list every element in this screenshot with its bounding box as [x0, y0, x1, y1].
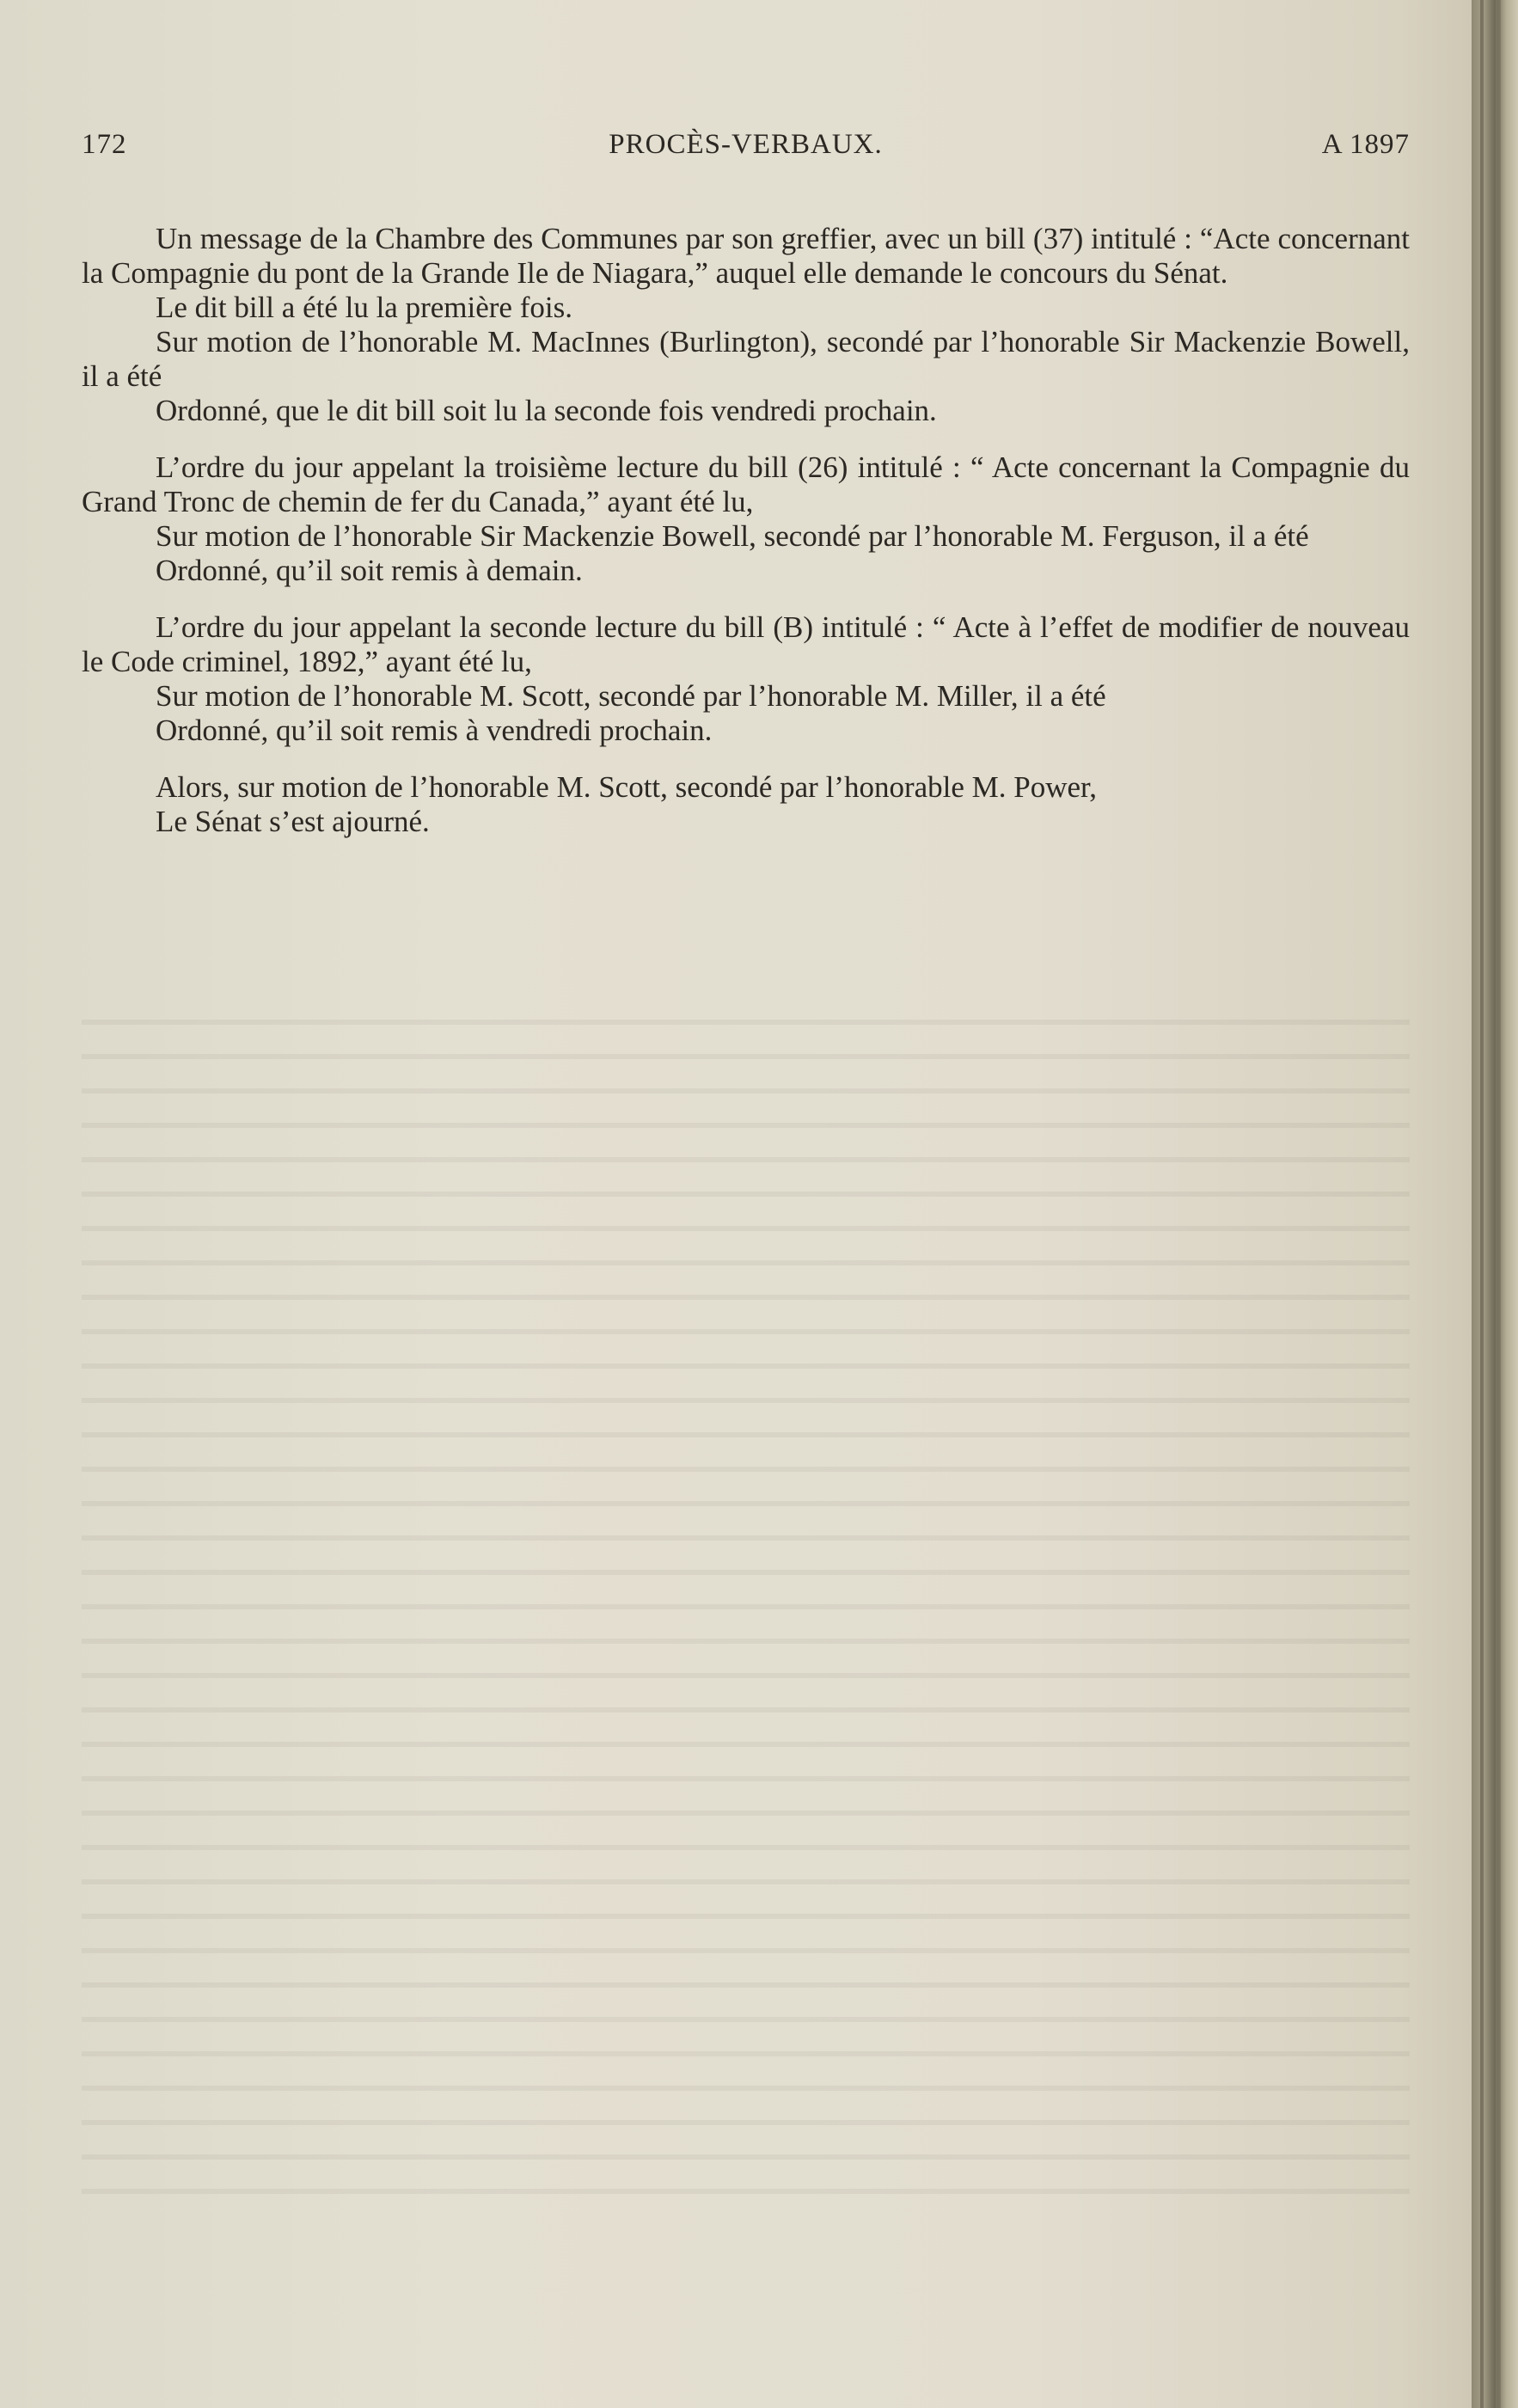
binding-edge — [1480, 0, 1484, 2408]
text-line: Le dit bill a été lu la première fois. — [156, 291, 572, 324]
text-line: Ordonné, qu’il soit remis à vendredi prochain. — [156, 714, 713, 747]
paragraph — [82, 450, 1410, 588]
paragraph — [82, 222, 1410, 428]
text-line: Le Sénat s’est ajourné. — [156, 805, 430, 838]
binding-edge — [1497, 0, 1501, 2408]
text-line: Sur motion de l’honorable Sir Mackenzie Bowell, secondé par l’honorable M. Ferguson, il a été — [156, 519, 1309, 553]
paragraph — [82, 610, 1410, 748]
paragraph — [82, 770, 1410, 839]
page-number: 172 — [82, 129, 127, 160]
text-line: Sur motion de l’honorable M. Scott, secondé par l’honorable M. Miller, il a été — [156, 679, 1106, 713]
year-label: A 1897 — [1321, 129, 1410, 160]
text-line: Un message de la Chambre des Communes par son greffier, avec un bill (37) intitulé : “Acte concernant la Compagnie du pont de la Grande Ile de Niagara,” auquel elle demande le concours du Sénat. — [82, 222, 1410, 290]
minutes-body — [82, 222, 1410, 861]
running-header — [82, 129, 1410, 168]
text-line: Ordonné, qu’il soit remis à demain. — [156, 554, 583, 587]
book-binding — [1472, 0, 1518, 2408]
page-title: PROCÈS-VERBAUX. — [609, 129, 883, 160]
text-line: L’ordre du jour appelant la troisième lecture du bill (26) intitulé : “ Acte concernant la Compagnie du Grand Tronc de chemin de fer du Canada,” ayant été lu, — [82, 450, 1410, 518]
text-line: Alors, sur motion de l’honorable M. Scott, secondé par l’honorable M. Power, — [156, 770, 1098, 804]
text-line: L’ordre du jour appelant la seconde lecture du bill (B) intitulé : “ Acte à l’effet de modifier de nouveau le Code criminel, 1892,” ayant été lu, — [82, 610, 1410, 678]
text-line: Sur motion de l’honorable M. MacInnes (Burlington), secondé par l’honorable Sir Mackenzie Bowell, il a été — [82, 325, 1410, 393]
text-line: Ordonné, que le dit bill soit lu la seconde fois vendredi prochain. — [156, 394, 937, 427]
